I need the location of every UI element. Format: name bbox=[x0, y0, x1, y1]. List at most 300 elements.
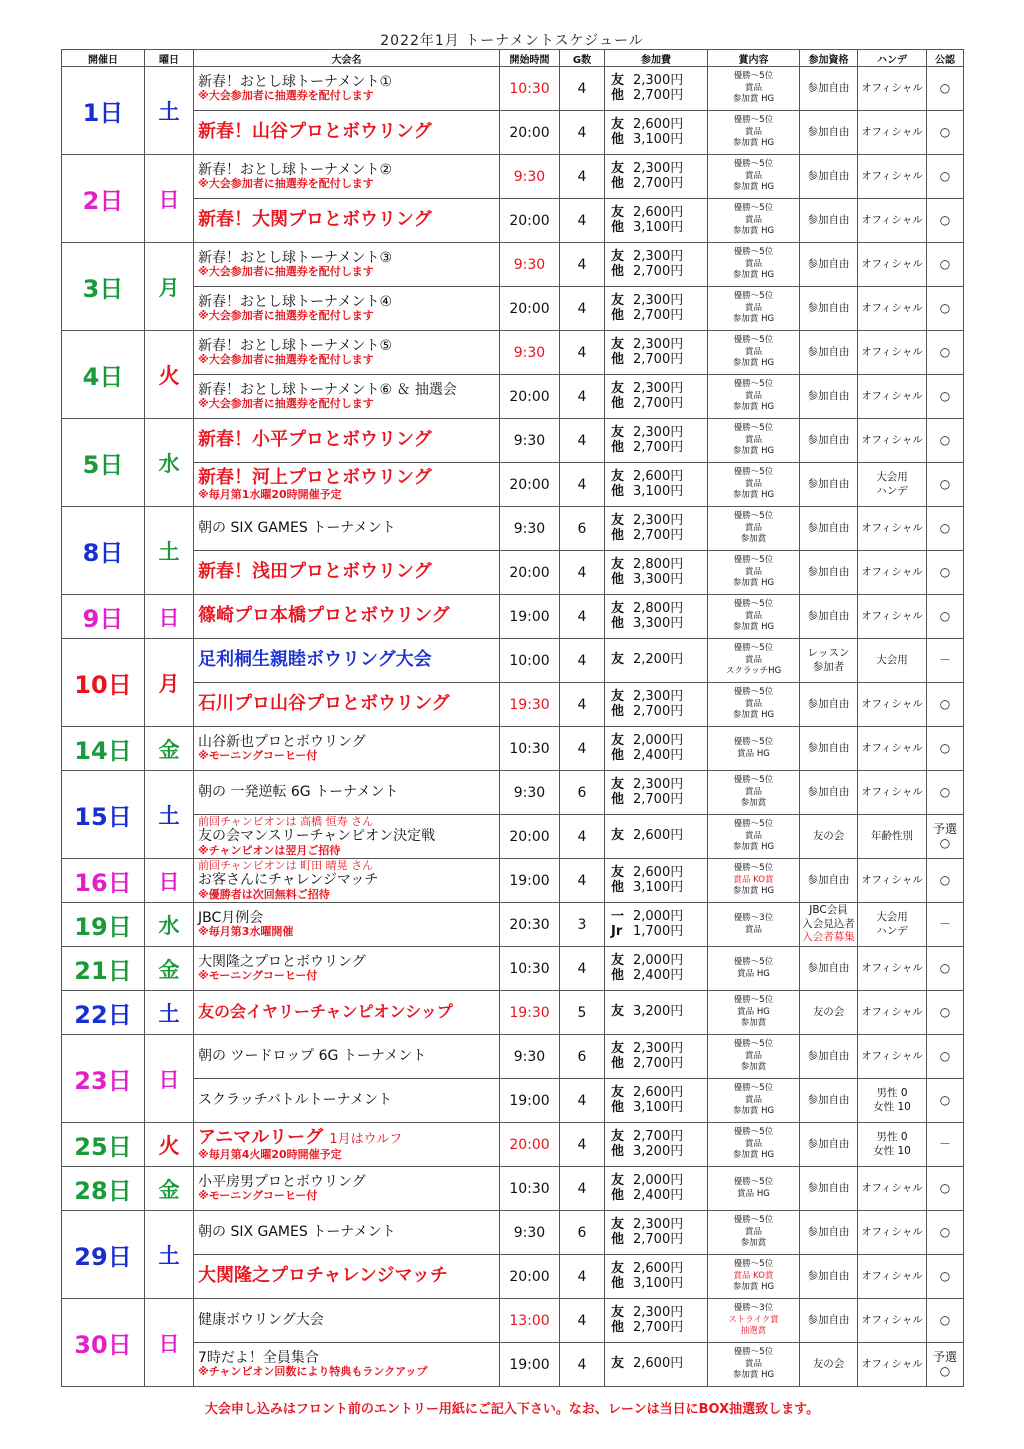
fee-row bbox=[611, 749, 707, 763]
qualification-cell bbox=[800, 1167, 858, 1211]
qualification-cell bbox=[800, 859, 858, 903]
fee-category: 友 bbox=[611, 1305, 625, 1321]
event-weekday: 土 bbox=[145, 991, 194, 1035]
fee-row bbox=[611, 1057, 707, 1071]
fee-cell bbox=[605, 947, 708, 991]
prize-line: 賞品 bbox=[744, 126, 762, 137]
qualification-line: 参加自由 bbox=[807, 609, 850, 622]
fee-category: 他 bbox=[611, 131, 625, 147]
start-time: 20:00 bbox=[500, 1123, 560, 1167]
event-date: 21日 bbox=[62, 947, 145, 991]
handicap-line: オフィシャル bbox=[861, 1049, 923, 1062]
prize-line: 賞品 bbox=[744, 82, 762, 93]
official-mark: ○ bbox=[939, 1224, 951, 1239]
prize-line: 参加賞 HG bbox=[732, 622, 775, 633]
fee-row bbox=[611, 653, 707, 667]
start-time: 10:00 bbox=[500, 639, 560, 683]
qualification-line: 参加者 bbox=[812, 660, 845, 673]
prize-cell bbox=[708, 1211, 800, 1255]
qualification-line: レッスン bbox=[807, 646, 850, 659]
fee-category: 他 bbox=[611, 1187, 625, 1203]
start-time: 19:00 bbox=[500, 859, 560, 903]
handicap-cell bbox=[858, 1167, 927, 1211]
qualification-line: 参加自由 bbox=[807, 697, 850, 710]
table-row bbox=[62, 859, 964, 903]
official-mark: ○ bbox=[939, 1092, 951, 1107]
fee-category: 友 bbox=[611, 777, 625, 793]
prize-cell bbox=[708, 859, 800, 903]
fee-row bbox=[611, 529, 707, 543]
event-weekday: 火 bbox=[145, 331, 194, 419]
event-title: 小平房男プロとボウリング bbox=[198, 1174, 366, 1191]
qualification-cell bbox=[800, 727, 858, 771]
fee-cell bbox=[605, 199, 708, 243]
fee-cell bbox=[605, 287, 708, 331]
fee-category: 友 bbox=[611, 557, 625, 573]
prize-line: 参加賞 HG bbox=[732, 490, 775, 501]
fee-amount: 2,400円 bbox=[633, 747, 684, 763]
fee-amount: 2,600円 bbox=[633, 1356, 684, 1372]
prize-line: 賞品 bbox=[744, 1094, 762, 1105]
prize-line: 賞品 bbox=[744, 1358, 762, 1369]
table-row bbox=[62, 287, 964, 331]
event-weekday: 日 bbox=[145, 1035, 194, 1123]
start-time: 13:00 bbox=[500, 1299, 560, 1343]
fee-cell bbox=[605, 859, 708, 903]
event-weekday: 月 bbox=[145, 243, 194, 331]
official-cell bbox=[927, 375, 964, 419]
prize-line: 参加賞 HG bbox=[732, 1370, 775, 1381]
official-mark: ○ bbox=[939, 784, 951, 799]
prize-cell bbox=[708, 727, 800, 771]
qualification-cell bbox=[800, 683, 858, 727]
event-name-cell bbox=[194, 419, 500, 463]
fee-category: 他 bbox=[611, 307, 625, 323]
prize-cell bbox=[708, 1123, 800, 1167]
event-title: アニマルリーグ bbox=[198, 1126, 324, 1148]
fee-amount: 2,700円 bbox=[633, 1129, 684, 1145]
page-title: 2022年1月 トーナメントスケジュール bbox=[380, 33, 644, 49]
event-weekday: 日 bbox=[145, 859, 194, 903]
game-count: 4 bbox=[560, 815, 605, 859]
qualification-cell bbox=[800, 243, 858, 287]
fee-cell bbox=[605, 463, 708, 507]
official-cell bbox=[927, 155, 964, 199]
qualification-cell bbox=[800, 947, 858, 991]
prize-line: 賞品 bbox=[744, 522, 762, 533]
table-row bbox=[62, 463, 964, 507]
fee-row bbox=[611, 829, 707, 843]
official-mark: ○ bbox=[939, 835, 951, 850]
qualification-line: 参加自由 bbox=[807, 1049, 850, 1062]
start-time: 10:30 bbox=[500, 947, 560, 991]
start-time: 20:00 bbox=[500, 199, 560, 243]
official-cell bbox=[927, 1035, 964, 1079]
table-row bbox=[62, 67, 964, 111]
header-official: 公認 bbox=[927, 50, 964, 67]
official-cell bbox=[927, 419, 964, 463]
fee-category: 友 bbox=[611, 865, 625, 881]
event-name-cell bbox=[194, 595, 500, 639]
header-dow: 曜日 bbox=[145, 50, 194, 67]
prize-line: 参加賞 HG bbox=[732, 138, 775, 149]
prize-line: 優勝～5位 bbox=[733, 115, 774, 126]
start-time: 20:00 bbox=[500, 375, 560, 419]
event-name-cell bbox=[194, 507, 500, 551]
prize-line: 参加賞 bbox=[740, 1238, 767, 1249]
start-time: 19:30 bbox=[500, 683, 560, 727]
official-mark: ○ bbox=[939, 608, 951, 623]
fee-amount: 2,400円 bbox=[633, 967, 684, 983]
handicap-line: オフィシャル bbox=[861, 741, 923, 754]
prize-cell bbox=[708, 551, 800, 595]
official-cell bbox=[927, 1255, 964, 1299]
prize-line: 優勝～5位 bbox=[733, 863, 774, 874]
game-count: 4 bbox=[560, 683, 605, 727]
fee-row bbox=[611, 910, 707, 924]
fee-cell bbox=[605, 331, 708, 375]
schedule-body bbox=[62, 67, 964, 1387]
fee-category: 他 bbox=[611, 219, 625, 235]
fee-row bbox=[611, 206, 707, 220]
qualification-line: 参加自由 bbox=[807, 81, 850, 94]
handicap-line: オフィシャル bbox=[861, 785, 923, 798]
official-mark: ○ bbox=[939, 564, 951, 579]
qualification-line: 友の会 bbox=[812, 829, 845, 842]
fee-row bbox=[611, 558, 707, 572]
prize-line: 優勝～5位 bbox=[733, 1259, 774, 1270]
prize-cell bbox=[708, 111, 800, 155]
prize-line: ストライク賞 bbox=[728, 1314, 779, 1325]
official-mark: ○ bbox=[939, 872, 951, 887]
start-time: 10:30 bbox=[500, 67, 560, 111]
fee-category: 他 bbox=[611, 747, 625, 763]
game-count: 4 bbox=[560, 551, 605, 595]
game-count: 4 bbox=[560, 947, 605, 991]
fee-row bbox=[611, 1005, 707, 1019]
event-date: 19日 bbox=[62, 903, 145, 947]
prize-cell bbox=[708, 67, 800, 111]
prize-line: 賞品 bbox=[744, 346, 762, 357]
start-time: 9:30 bbox=[500, 331, 560, 375]
table-row bbox=[62, 947, 964, 991]
fee-category: 他 bbox=[611, 571, 625, 587]
table-row bbox=[62, 1299, 964, 1343]
game-count: 4 bbox=[560, 859, 605, 903]
event-date: 5日 bbox=[62, 419, 145, 507]
fee-cell bbox=[605, 991, 708, 1035]
fee-amount: 2,200円 bbox=[633, 652, 684, 668]
event-name-cell bbox=[194, 1299, 500, 1343]
fee-category: 友 bbox=[611, 425, 625, 441]
qualification-line: 参加自由 bbox=[807, 213, 850, 226]
fee-row bbox=[611, 1233, 707, 1247]
fee-category: 友 bbox=[611, 249, 625, 265]
event-title: 新春！おとし球トーナメント⑤ bbox=[198, 338, 392, 355]
fee-category: 友 bbox=[611, 689, 625, 705]
fee-row bbox=[611, 954, 707, 968]
fee-amount: 2,000円 bbox=[633, 733, 684, 749]
handicap-cell bbox=[858, 771, 927, 815]
fee-category: 友 bbox=[611, 1261, 625, 1277]
official-cell bbox=[927, 463, 964, 507]
qualification-line: 参加自由 bbox=[807, 565, 850, 578]
prize-cell bbox=[708, 1079, 800, 1123]
official-cell bbox=[927, 551, 964, 595]
game-count: 6 bbox=[560, 1211, 605, 1255]
qualification-cell bbox=[800, 67, 858, 111]
fee-amount: 2,800円 bbox=[633, 557, 684, 573]
official-mark: 予選 bbox=[932, 822, 957, 837]
qualification-line: 友の会 bbox=[812, 1005, 845, 1018]
prize-cell bbox=[708, 991, 800, 1035]
prize-line: 賞品 bbox=[744, 610, 762, 621]
prize-line: 賞品 bbox=[744, 786, 762, 797]
game-count: 6 bbox=[560, 1035, 605, 1079]
qualification-cell bbox=[800, 375, 858, 419]
fee-amount: 2,300円 bbox=[633, 1041, 684, 1057]
fee-cell bbox=[605, 551, 708, 595]
qualification-cell bbox=[800, 1299, 858, 1343]
game-count: 4 bbox=[560, 67, 605, 111]
event-title: 篠崎プロ本橋プロとボウリング bbox=[198, 605, 450, 627]
prize-line: 賞品 HG bbox=[737, 968, 770, 979]
official-mark: － bbox=[938, 916, 951, 931]
fee-category: 友 bbox=[611, 1085, 625, 1101]
fee-row bbox=[611, 441, 707, 455]
fee-cell bbox=[605, 1035, 708, 1079]
prize-cell bbox=[708, 1035, 800, 1079]
prize-cell bbox=[708, 815, 800, 859]
prize-cell bbox=[708, 903, 800, 947]
fee-amount: 2,700円 bbox=[633, 791, 684, 807]
prize-line: 優勝～5位 bbox=[733, 1215, 774, 1226]
game-count: 4 bbox=[560, 111, 605, 155]
handicap-cell bbox=[858, 683, 927, 727]
event-title: 新春！おとし球トーナメント① bbox=[198, 74, 392, 91]
fee-category: 他 bbox=[611, 483, 625, 499]
fee-category: 他 bbox=[611, 351, 625, 367]
prize-line: 賞品 bbox=[744, 478, 762, 489]
prize-line: 抽選賞 bbox=[740, 1326, 767, 1337]
start-time: 9:30 bbox=[500, 155, 560, 199]
fee-amount: 3,300円 bbox=[633, 571, 684, 587]
official-cell bbox=[927, 727, 964, 771]
event-note: ※モーニングコーヒー付 bbox=[198, 1189, 318, 1203]
qualification-line: 入会見込者 bbox=[802, 917, 855, 930]
table-row bbox=[62, 375, 964, 419]
fee-amount: 3,100円 bbox=[633, 1099, 684, 1115]
event-name-cell bbox=[194, 1079, 500, 1123]
official-cell bbox=[927, 683, 964, 727]
fee-category: 一 bbox=[611, 909, 625, 925]
game-count: 4 bbox=[560, 1167, 605, 1211]
qualification-line: 参加自由 bbox=[807, 1137, 850, 1150]
event-name-cell bbox=[194, 1211, 500, 1255]
fee-cell bbox=[605, 1255, 708, 1299]
prize-cell bbox=[708, 595, 800, 639]
fee-row bbox=[611, 177, 707, 191]
event-weekday: 火 bbox=[145, 1123, 194, 1167]
fee-amount: 2,600円 bbox=[633, 1261, 684, 1277]
handicap-line: オフィシャル bbox=[861, 1181, 923, 1194]
handicap-line: ハンデ bbox=[876, 924, 908, 937]
game-count: 4 bbox=[560, 463, 605, 507]
fee-category: 友 bbox=[611, 513, 625, 529]
fee-category: 他 bbox=[611, 967, 625, 983]
fee-row bbox=[611, 118, 707, 132]
event-name-cell bbox=[194, 1123, 500, 1167]
prize-line: 賞品 bbox=[744, 434, 762, 445]
table-row bbox=[62, 243, 964, 287]
fee-amount: 2,400円 bbox=[633, 1187, 684, 1203]
handicap-cell bbox=[858, 67, 927, 111]
event-title: 新春！大関プロとボウリング bbox=[198, 209, 432, 231]
fee-row bbox=[611, 1145, 707, 1159]
event-name-cell bbox=[194, 903, 500, 947]
handicap-cell bbox=[858, 199, 927, 243]
event-title: 山谷新也プロとボウリング bbox=[198, 734, 366, 751]
prize-cell bbox=[708, 683, 800, 727]
fee-category: 他 bbox=[611, 1055, 625, 1071]
qualification-line: 参加自由 bbox=[807, 125, 850, 138]
handicap-cell bbox=[858, 375, 927, 419]
qualification-cell bbox=[800, 1343, 858, 1387]
prize-line: 優勝～5位 bbox=[733, 1039, 774, 1050]
event-title: お客さんにチャレンジマッチ bbox=[198, 872, 379, 889]
prize-line: 優勝～5位 bbox=[733, 687, 774, 698]
fee-amount: 2,700円 bbox=[633, 1231, 684, 1247]
official-cell bbox=[927, 67, 964, 111]
prize-line: 優勝～5位 bbox=[733, 335, 774, 346]
prize-cell bbox=[708, 419, 800, 463]
table-row bbox=[62, 507, 964, 551]
fee-amount: 2,300円 bbox=[633, 337, 684, 353]
official-mark: ○ bbox=[939, 1312, 951, 1327]
fee-cell bbox=[605, 67, 708, 111]
official-mark: － bbox=[938, 652, 951, 667]
event-subtitle: 1月はウルフ bbox=[329, 1131, 403, 1147]
game-count: 4 bbox=[560, 331, 605, 375]
prize-line: 参加賞 HG bbox=[732, 578, 775, 589]
start-time: 19:00 bbox=[500, 595, 560, 639]
prize-cell bbox=[708, 771, 800, 815]
event-date: 4日 bbox=[62, 331, 145, 419]
prize-line: 賞品 bbox=[744, 566, 762, 577]
start-time: 9:30 bbox=[500, 419, 560, 463]
start-time: 9:30 bbox=[500, 1211, 560, 1255]
fee-row bbox=[611, 1086, 707, 1100]
handicap-line: オフィシャル bbox=[861, 565, 923, 578]
event-date: 3日 bbox=[62, 243, 145, 331]
fee-amount: 3,200円 bbox=[633, 1143, 684, 1159]
fee-cell bbox=[605, 639, 708, 683]
start-time: 10:30 bbox=[500, 1167, 560, 1211]
handicap-line: オフィシャル bbox=[861, 1269, 923, 1282]
fee-cell bbox=[605, 507, 708, 551]
fee-row bbox=[611, 1357, 707, 1371]
handicap-cell bbox=[858, 331, 927, 375]
prize-line: 参加賞 HG bbox=[732, 270, 775, 281]
prize-line: 優勝～5位 bbox=[733, 159, 774, 170]
official-cell bbox=[927, 903, 964, 947]
prize-line: 優勝～5位 bbox=[733, 1083, 774, 1094]
fee-amount: 2,300円 bbox=[633, 73, 684, 89]
fee-amount: 2,300円 bbox=[633, 161, 684, 177]
event-note: ※チャンピオンは翌月ご招待 bbox=[198, 843, 341, 857]
qualification-line: 参加自由 bbox=[807, 1313, 850, 1326]
qualification-line: 参加自由 bbox=[807, 477, 850, 490]
event-note: ※大会参加者に抽選券を配付します bbox=[198, 309, 374, 323]
fee-cell bbox=[605, 1123, 708, 1167]
qualification-cell bbox=[800, 463, 858, 507]
handicap-cell bbox=[858, 507, 927, 551]
event-note: ※毎月第1水曜20時開催予定 bbox=[198, 487, 342, 501]
fee-amount: 2,300円 bbox=[633, 1217, 684, 1233]
header-date: 開催日 bbox=[62, 50, 145, 67]
qualification-line: 入会者募集 bbox=[802, 931, 855, 944]
fee-amount: 3,300円 bbox=[633, 615, 684, 631]
fee-cell bbox=[605, 243, 708, 287]
prize-line: 優勝～5位 bbox=[733, 995, 774, 1006]
official-mark: ○ bbox=[939, 300, 951, 315]
event-weekday: 日 bbox=[145, 595, 194, 639]
handicap-line: オフィシャル bbox=[861, 433, 923, 446]
official-cell bbox=[927, 331, 964, 375]
fee-amount: 2,800円 bbox=[633, 601, 684, 617]
start-time: 19:30 bbox=[500, 991, 560, 1035]
event-name-cell bbox=[194, 727, 500, 771]
prize-line: 参加賞 HG bbox=[732, 1150, 775, 1161]
event-date: 1日 bbox=[62, 67, 145, 155]
fee-row bbox=[611, 353, 707, 367]
qualification-cell bbox=[800, 199, 858, 243]
qualification-cell bbox=[800, 419, 858, 463]
handicap-cell bbox=[858, 1299, 927, 1343]
qualification-line: 参加自由 bbox=[807, 1093, 850, 1106]
fee-amount: 2,300円 bbox=[633, 425, 684, 441]
fee-amount: 2,600円 bbox=[633, 469, 684, 485]
table-row bbox=[62, 1123, 964, 1167]
fee-row bbox=[611, 265, 707, 279]
fee-row bbox=[611, 74, 707, 88]
event-note: ※大会参加者に抽選券を配付します bbox=[198, 265, 374, 279]
prize-line: 優勝～5位 bbox=[733, 775, 774, 786]
event-title: 友の会マンスリーチャンピオン決定戦 bbox=[198, 828, 436, 845]
fee-amount: 2,000円 bbox=[633, 1173, 684, 1189]
qualification-cell bbox=[800, 1079, 858, 1123]
prize-line: 参加賞 bbox=[740, 798, 767, 809]
fee-row bbox=[611, 1189, 707, 1203]
fee-category: 友 bbox=[611, 293, 625, 309]
prize-cell bbox=[708, 1343, 800, 1387]
event-date: 8日 bbox=[62, 507, 145, 595]
event-title: 新春！おとし球トーナメント③ bbox=[198, 250, 392, 267]
event-note: ※毎月第4火曜20時開催予定 bbox=[198, 1147, 342, 1161]
handicap-cell bbox=[858, 991, 927, 1035]
fee-row bbox=[611, 1101, 707, 1115]
qualification-line: 参加自由 bbox=[807, 169, 850, 182]
event-name-cell bbox=[194, 199, 500, 243]
event-title: 朝の ツードロップ 6G トーナメント bbox=[198, 1048, 427, 1065]
game-count: 4 bbox=[560, 243, 605, 287]
fee-category: 友 bbox=[611, 1129, 625, 1145]
qualification-line: 参加自由 bbox=[807, 301, 850, 314]
prize-line: 優勝～5位 bbox=[733, 555, 774, 566]
prize-cell bbox=[708, 287, 800, 331]
event-name-cell bbox=[194, 111, 500, 155]
official-mark: ○ bbox=[939, 388, 951, 403]
